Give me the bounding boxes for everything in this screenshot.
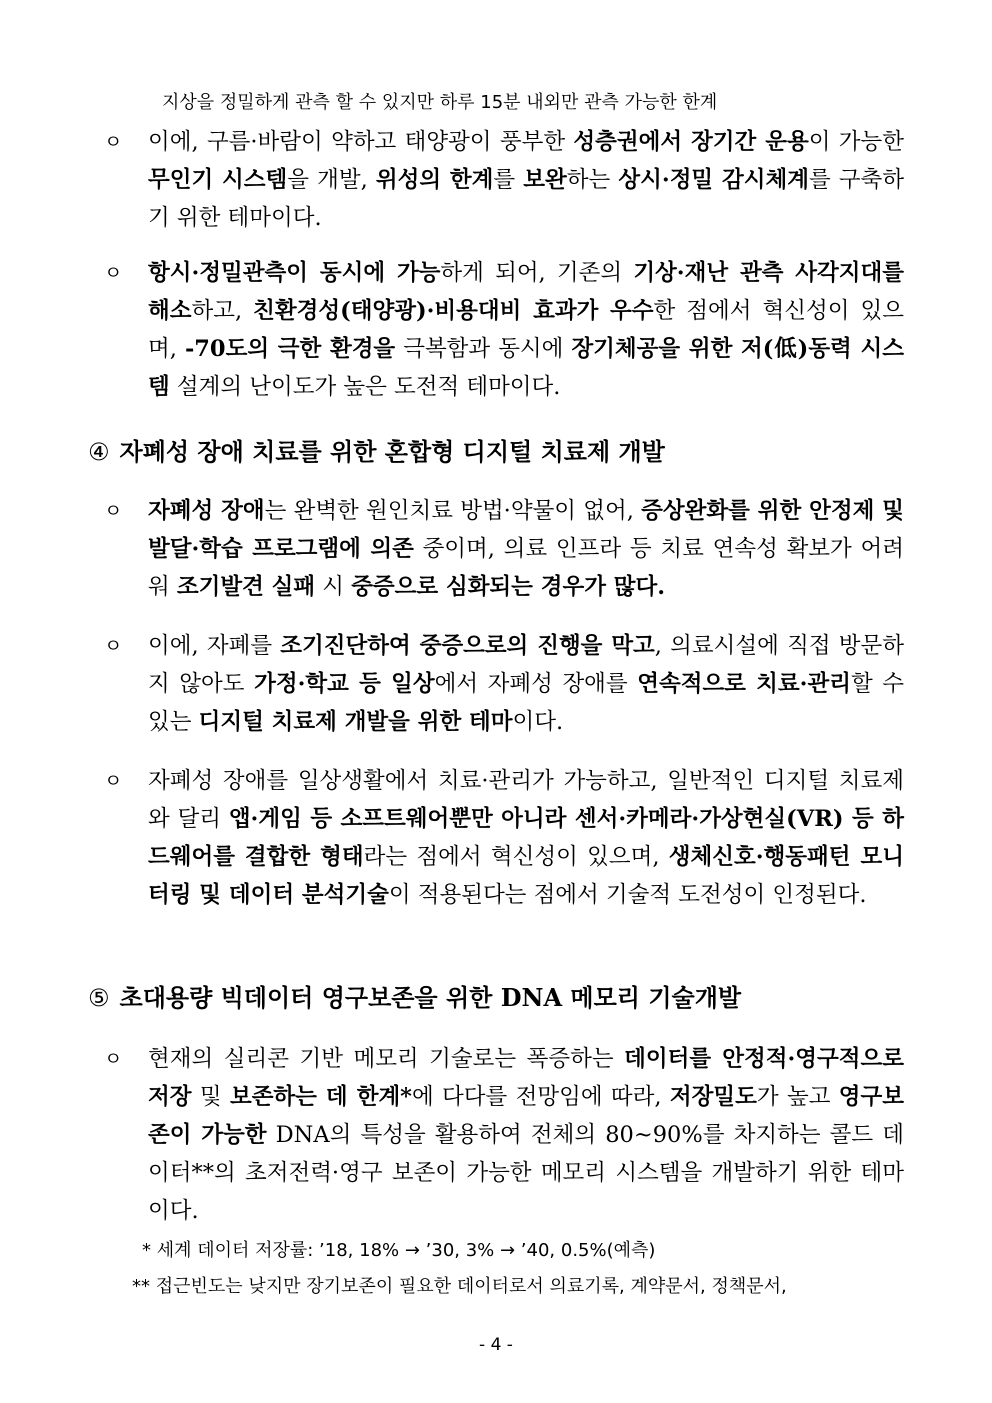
paragraph-stratosphere-drone: [104, 123, 904, 237]
emphasis-text: 기상·재난 관측 사각지대를 해소: [148, 260, 904, 324]
paragraph-autism-goal: [104, 627, 904, 741]
plain-text: , 의료시설에 직접 방문하지 않아도: [148, 633, 904, 697]
emphasis-text: 디지털 치료제 개발을 위한 테마: [198, 709, 513, 735]
emphasis-text: 위성의 한계: [375, 167, 494, 193]
footnote-1: * 세계 데이터 저장률: ’18, 18% → ’30, 3% → ’40, 0.5%(예측): [142, 1240, 656, 1261]
emphasis-text: 상시·정밀 감시체계: [618, 167, 809, 193]
plain-text: 를 구축하기 위한 테마이다.: [148, 167, 905, 231]
plain-text: 할 수 있는: [148, 671, 905, 735]
plain-text: 하는: [566, 167, 619, 193]
heading-number: ④: [88, 438, 110, 466]
emphasis-text: 데이터를 안정적·영구적으로 저장: [148, 1046, 904, 1110]
paragraph-innovation-challenge: [104, 254, 904, 406]
plain-text: 이에, 구름·바람이 약하고 태양광이 풍부한: [148, 129, 574, 155]
plain-text: 하게 되어, 기존의: [440, 260, 634, 286]
plain-text: 하고,: [191, 298, 254, 324]
emphasis-text: 증상완화를 위한 안정제 및 발달·학습 프로그램에 의존: [148, 498, 905, 562]
plain-text: 현재의 실리콘 기반 메모리 기술로는 폭증하는: [148, 1046, 625, 1072]
emphasis-text: 생체신호·행동패턴 모니터링 및 데이터 분석기술: [148, 844, 904, 908]
plain-text: 극복함과 동시에: [395, 336, 572, 362]
section-heading-5: [88, 980, 741, 1016]
plain-text: 이 가능한: [808, 129, 905, 155]
plain-text: 을 개발,: [287, 167, 376, 193]
emphasis-text: 항시·정밀관측이 동시에 가능: [148, 260, 441, 286]
plain-text: 자폐성 장애를 일상생활에서 치료·관리가 가능하고, 일반적인 디지털 치료제와 달리: [148, 768, 904, 832]
section-heading-4: [88, 434, 665, 470]
emphasis-text: -70도의 극한 환경을: [184, 336, 396, 362]
emphasis-text: 연속적으로 치료·관리: [637, 671, 851, 697]
bullet-marker: ㅇ: [104, 131, 123, 153]
plain-text: 에서 자폐성 장애를: [434, 671, 638, 697]
emphasis-text: 가정·학교 등 일상: [254, 671, 435, 697]
bullet-marker: ㅇ: [104, 635, 123, 657]
bullet-marker: ㅇ: [104, 500, 123, 522]
paragraph-text: [148, 1040, 904, 1230]
plain-text: 를: [493, 167, 524, 193]
paragraph-text: [148, 762, 904, 914]
heading-text: 자폐성 장애 치료를 위한 혼합형 디지털 치료제 개발: [119, 437, 665, 466]
emphasis-text: 저장밀도: [669, 1084, 757, 1110]
footnote-2: ** 접근빈도는 낮지만 장기보존이 필요한 데이터로서 의료기록, 계약문서, 정책문서,: [132, 1276, 787, 1297]
emphasis-text: 조기발견 실패: [176, 574, 316, 600]
plain-text: 중이며, 의료 인프라 등 치료 연속성 확보가 어려워: [148, 536, 904, 600]
plain-text: 라는 점에서 혁신성이 있으며,: [363, 844, 669, 870]
emphasis-text: 장기체공을 위한 저(低)동력 시스템: [148, 336, 904, 400]
plain-text: 시: [315, 574, 352, 600]
plain-text: 및: [191, 1084, 230, 1110]
paragraph-autism-background: [104, 492, 904, 606]
emphasis-text: 앱·게임 등 소프트웨어뿐만 아니라 센서·카메라·가상현실(VR) 등 하드웨어를 결합한 형태: [148, 806, 905, 870]
heading-text: 초대용량 빅데이터 영구보존을 위한 DNA 메모리 기술개발: [119, 983, 742, 1012]
plain-text: 이에, 자폐를: [148, 633, 281, 659]
paragraph-text: [148, 492, 904, 606]
paragraph-text: [148, 627, 904, 741]
emphasis-text: 친환경성(태양광)·비용대비 효과가 우수: [253, 298, 654, 324]
plain-text: 에 다다를 전망임에 따라,: [411, 1084, 670, 1110]
emphasis-text: 무인기 시스템: [148, 167, 288, 193]
paragraph-autism-innovation: [104, 762, 904, 914]
bullet-marker: ㅇ: [104, 262, 123, 284]
paragraph-dna-memory: [104, 1040, 904, 1230]
plain-text: 는 완벽한 원인치료 방법·약물이 없어,: [264, 498, 642, 524]
bullet-marker: ㅇ: [104, 1048, 123, 1070]
paragraph-text: [148, 123, 904, 237]
plain-text: DNA의 특성을 활용하여 전체의 80~90%를 차지하는 콜드 데이터**의 초저전력·영구 보존이 가능한 메모리 시스템을 개발하기 위한 테마이다.: [148, 1122, 904, 1224]
emphasis-text: 영구보존이 가능한: [148, 1084, 905, 1148]
emphasis-text: 보존하는 데 한계*: [229, 1084, 412, 1110]
emphasis-text: 자폐성 장애: [148, 498, 265, 524]
bullet-marker: ㅇ: [104, 770, 123, 792]
plain-text: 가 높고: [756, 1084, 839, 1110]
heading-number: ⑤: [88, 984, 110, 1012]
plain-text: 한 점에서 혁신성이 있으며,: [148, 298, 904, 362]
plain-text: 이 적용된다는 점에서 기술적 도전성이 인정된다.: [388, 882, 867, 908]
emphasis-text: 조기진단하여 중증으로의 진행을 막고: [280, 633, 655, 659]
emphasis-text: 중증으로 심화되는 경우가 많다.: [351, 574, 666, 600]
emphasis-text: 보완: [523, 167, 567, 193]
paragraph-text: [148, 254, 904, 406]
continued-note: 지상을 정밀하게 관측 할 수 있지만 하루 15분 내외만 관측 가능한 한계: [162, 92, 718, 113]
emphasis-text: 성층권에서 장기간 운용: [573, 129, 809, 155]
page-number: - 4 -: [479, 1335, 513, 1355]
plain-text: 이다.: [512, 709, 564, 735]
plain-text: 설계의 난이도가 높은 도전적 테마이다.: [169, 374, 561, 400]
